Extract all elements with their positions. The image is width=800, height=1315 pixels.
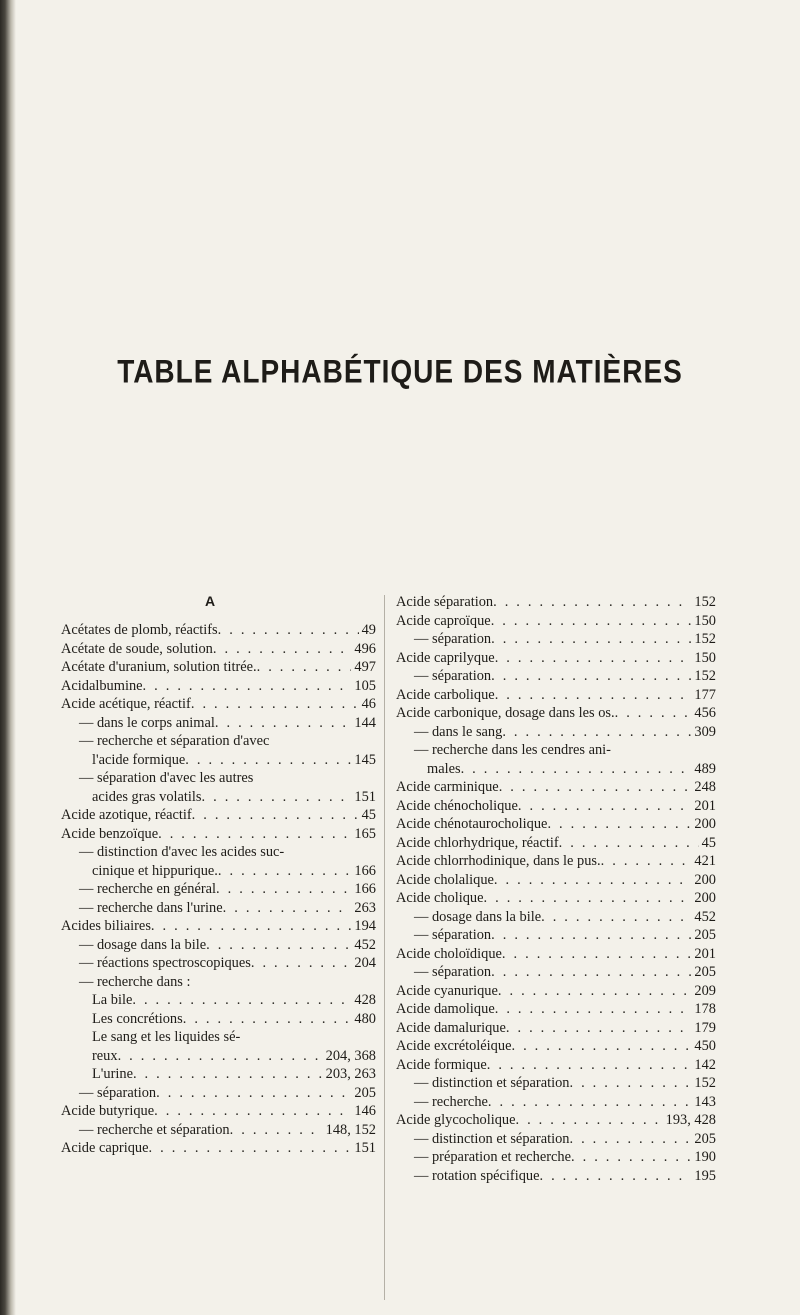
page-number: 166 <box>354 862 376 879</box>
dot-leader <box>506 1019 692 1038</box>
page-number: 166 <box>354 881 376 897</box>
index-entry <box>396 982 716 1001</box>
dot-leader <box>493 593 691 612</box>
index-entry <box>61 640 376 659</box>
dot-leader <box>185 751 351 770</box>
dot-leader <box>132 991 351 1010</box>
index-entry <box>61 1047 376 1066</box>
index-entry <box>61 917 376 936</box>
page-number: 179 <box>694 1019 716 1036</box>
entry-label: Acide damolique <box>396 1001 495 1017</box>
index-entry <box>61 769 376 788</box>
index-entry <box>396 1148 716 1167</box>
entry-label: Acide carminique <box>396 779 499 795</box>
dot-leader <box>230 1121 323 1140</box>
page-number: 193, 428 <box>665 1112 716 1128</box>
page-number: 152 <box>694 668 716 684</box>
index-entry <box>61 1084 376 1103</box>
page-number: 146 <box>354 1103 376 1119</box>
dot-leader <box>502 945 692 964</box>
page-number: 152 <box>694 1075 716 1091</box>
dot-leader <box>151 917 351 936</box>
page-number: 143 <box>694 1093 716 1110</box>
page-number: 194 <box>354 918 376 934</box>
page-binding-edge <box>0 0 16 1315</box>
index-entry <box>396 871 716 890</box>
page-number: 428 <box>354 992 376 1008</box>
entry-label: Acide chénocholique <box>396 797 518 814</box>
page-number: 489 <box>694 760 716 777</box>
page-number: 248 <box>694 779 716 795</box>
entry-label: Acide caprilyque <box>396 649 495 666</box>
index-entry <box>396 1111 716 1130</box>
entry-label: — dans le corps animal <box>79 714 215 731</box>
entry-label: Acide cholalique <box>396 871 494 888</box>
index-entry <box>396 1056 716 1075</box>
index-entry <box>396 834 716 853</box>
dot-leader <box>495 649 692 668</box>
entry-label: l'acide formique <box>92 751 186 768</box>
page-number: 45 <box>701 834 716 851</box>
dot-leader <box>569 1074 691 1093</box>
dot-leader <box>571 1148 691 1167</box>
index-entry <box>61 1102 376 1121</box>
dot-leader <box>223 899 352 918</box>
entry-label: Acide glycocholique <box>396 1112 516 1128</box>
page-number: 480 <box>354 1010 376 1027</box>
index-entry <box>396 889 716 908</box>
index-entry <box>396 908 716 927</box>
dot-leader <box>539 1167 691 1186</box>
entry-label: Acide butyrique <box>61 1103 155 1119</box>
dot-leader <box>156 1084 351 1103</box>
entry-label: — séparation <box>414 927 492 943</box>
entry-label: — séparation <box>414 668 492 684</box>
page-number: 205 <box>694 964 716 980</box>
index-entry <box>61 954 376 973</box>
entry-label: Acide chlorhydrique, réactif <box>396 834 559 851</box>
dot-leader <box>218 862 352 881</box>
entry-label: — recherche <box>414 1093 488 1110</box>
page-number: 150 <box>694 612 716 629</box>
index-entry <box>396 686 716 705</box>
entry-label: — recherche dans : <box>79 973 191 990</box>
index-entry <box>396 1074 716 1093</box>
index-entry <box>396 612 716 631</box>
entry-label: Acide formique <box>396 1056 487 1073</box>
page-number: 201 <box>694 945 716 962</box>
entry-label: Acide cholique <box>396 890 484 906</box>
index-entry <box>396 815 716 834</box>
entry-label: Acide chénotaurocholique <box>396 816 548 832</box>
page-number: 200 <box>694 871 716 888</box>
dot-leader <box>499 778 692 797</box>
entry-label: — dosage dans la bile <box>414 908 542 925</box>
dot-leader <box>491 612 692 631</box>
dot-leader <box>158 825 351 844</box>
section-letter: A <box>205 593 216 609</box>
entry-label: Acide carbonique, dosage dans les os. <box>396 705 615 721</box>
entry-label: males <box>427 760 461 777</box>
dot-leader <box>183 1010 352 1029</box>
dot-leader <box>154 1102 351 1121</box>
dot-leader <box>251 954 352 973</box>
page-number: 496 <box>354 640 376 657</box>
page-number: 200 <box>694 890 716 906</box>
page-number: 152 <box>694 631 716 647</box>
index-entry <box>396 852 716 871</box>
page-number: 144 <box>354 714 376 731</box>
index-entry <box>396 630 716 649</box>
index-entry <box>61 751 376 770</box>
entry-label: Acide caprique <box>61 1140 149 1156</box>
dot-leader <box>461 760 692 779</box>
index-entry <box>61 936 376 955</box>
page-number: 105 <box>354 677 376 694</box>
entry-label: Acide acétique, réactif <box>61 696 191 712</box>
entry-label: — séparation <box>414 964 492 980</box>
entry-label: — séparation <box>79 1084 157 1101</box>
entry-label: Acétate d'uranium, solution titrée. <box>61 659 257 675</box>
index-entry <box>61 677 376 696</box>
dot-leader <box>601 852 692 871</box>
dot-leader <box>143 677 352 696</box>
page-number: 178 <box>694 1001 716 1017</box>
entry-label: La bile <box>92 992 133 1008</box>
page-title: TABLE ALPHABÉTIQUE DES MATIÈRES <box>117 353 683 390</box>
page-number: 151 <box>354 1140 376 1156</box>
entry-label: Acide caproïque <box>396 612 491 629</box>
entry-label: Acétates de plomb, réactifs <box>61 622 218 638</box>
page-number: 203, 263 <box>325 1066 376 1082</box>
index-entry <box>61 1010 376 1029</box>
page-number: 421 <box>694 853 716 869</box>
page-number: 142 <box>694 1056 716 1073</box>
page-number: 177 <box>694 686 716 703</box>
index-entry <box>61 658 376 677</box>
index-entry <box>61 1065 376 1084</box>
dot-leader <box>498 982 692 1001</box>
index-entry <box>396 1130 716 1149</box>
index-column-right <box>396 593 716 1185</box>
page-number: 148, 152 <box>325 1121 376 1138</box>
entry-label: — distinction et séparation <box>414 1130 570 1147</box>
page-number: 195 <box>694 1167 716 1184</box>
page-number: 152 <box>694 594 716 610</box>
index-entry <box>61 862 376 881</box>
dot-leader <box>118 1047 323 1066</box>
dot-leader <box>191 695 359 714</box>
index-entry <box>396 741 716 760</box>
page-number: 49 <box>361 622 376 638</box>
entry-label: — réactions spectroscopiques <box>79 955 251 971</box>
dot-leader <box>487 1056 692 1075</box>
index-entry <box>396 1167 716 1186</box>
dot-leader <box>491 667 691 686</box>
dot-leader <box>491 630 691 649</box>
index-entry <box>61 880 376 899</box>
page-number: 204 <box>354 955 376 971</box>
page-number: 452 <box>694 908 716 925</box>
entry-label: — préparation et recherche <box>414 1149 572 1165</box>
index-entry <box>396 1093 716 1112</box>
entry-label: cinique et hippurique. <box>92 862 218 879</box>
dot-leader <box>216 880 351 899</box>
page-number: 456 <box>694 705 716 721</box>
page-number: 46 <box>361 696 376 712</box>
index-entry <box>61 1121 376 1140</box>
dot-leader <box>192 806 359 825</box>
entry-label: Acide azotique, réactif <box>61 807 192 823</box>
index-entry <box>61 899 376 918</box>
entry-label: Acidalbumine <box>61 677 143 694</box>
index-entry <box>396 926 716 945</box>
page-number: 205 <box>694 1130 716 1147</box>
dot-leader <box>215 714 352 733</box>
page-number: 200 <box>694 816 716 832</box>
dot-leader <box>495 1000 692 1019</box>
entry-label: Acide chlorrhodinique, dans le pus. <box>396 853 601 869</box>
dot-leader <box>257 658 352 677</box>
index-entry <box>396 778 716 797</box>
entry-label: acides gras volatils <box>92 788 202 805</box>
index-entry <box>396 1000 716 1019</box>
entry-label: — distinction d'avec les acides suc- <box>79 844 285 860</box>
index-entry <box>61 806 376 825</box>
dot-leader <box>495 686 692 705</box>
dot-leader <box>518 797 692 816</box>
page-number: 309 <box>694 723 716 740</box>
dot-leader <box>615 704 692 723</box>
page-number: 151 <box>354 788 376 805</box>
index-entry <box>61 825 376 844</box>
page-number: 145 <box>354 751 376 768</box>
dot-leader <box>491 963 691 982</box>
entry-label: — séparation d'avec les autres <box>79 770 254 786</box>
index-entry <box>61 714 376 733</box>
entry-label: — recherche dans l'urine <box>79 899 223 916</box>
index-entry <box>396 1019 716 1038</box>
entry-label: Le sang et les liquides sé- <box>92 1029 241 1045</box>
page-number: 263 <box>354 899 376 916</box>
entry-label: reux <box>92 1047 118 1064</box>
dot-leader <box>206 936 351 955</box>
dot-leader <box>515 1111 662 1130</box>
entry-label: Les concrétions <box>92 1010 183 1027</box>
page-number: 450 <box>694 1038 716 1054</box>
entry-label: L'urine <box>92 1066 133 1082</box>
entry-label: Acide cyanurique <box>396 982 498 999</box>
entry-label: — distinction et séparation <box>414 1075 570 1091</box>
entry-label: Acides biliaires <box>61 918 151 934</box>
dot-leader <box>202 788 352 807</box>
entry-label: — recherche dans les cendres ani- <box>414 742 611 758</box>
entry-label: — dans le sang <box>414 723 503 740</box>
page-number: 45 <box>361 807 376 823</box>
index-column-left <box>61 621 376 1158</box>
index-entry <box>61 1139 376 1158</box>
page-number: 201 <box>694 797 716 814</box>
page-number: 190 <box>694 1149 716 1165</box>
dot-leader <box>547 815 691 834</box>
dot-leader <box>218 621 359 640</box>
index-entry <box>61 621 376 640</box>
dot-leader <box>559 834 699 853</box>
dot-leader <box>541 908 691 927</box>
page-number: 209 <box>694 982 716 999</box>
entry-label: Acide damalurique <box>396 1019 506 1036</box>
index-entry <box>396 760 716 779</box>
index-entry <box>61 788 376 807</box>
index-entry <box>396 1037 716 1056</box>
page-number: 150 <box>694 649 716 666</box>
entry-label: Acide excrétoléique <box>396 1038 512 1054</box>
entry-label: Acide choloïdique <box>396 945 502 962</box>
index-entry <box>396 945 716 964</box>
page-number: 497 <box>354 659 376 675</box>
entry-label: — recherche et séparation <box>79 1121 230 1138</box>
entry-label: — recherche et séparation d'avec <box>79 733 270 749</box>
entry-label: — dosage dans la bile <box>79 936 207 953</box>
index-entry <box>61 973 376 992</box>
dot-leader <box>213 640 352 659</box>
dot-leader <box>488 1093 692 1112</box>
index-entry <box>61 843 376 862</box>
dot-leader <box>494 871 692 890</box>
page-number: 205 <box>694 927 716 943</box>
index-entry <box>61 1028 376 1047</box>
entry-label: — recherche en général <box>79 881 217 897</box>
dot-leader <box>569 1130 691 1149</box>
index-entry <box>396 667 716 686</box>
index-entry <box>61 732 376 751</box>
page-number: 205 <box>354 1084 376 1101</box>
page-number: 204, 368 <box>325 1047 376 1064</box>
entry-label: Acide carbolique <box>396 686 495 703</box>
index-entry <box>61 991 376 1010</box>
index-entry <box>61 695 376 714</box>
index-entry <box>396 963 716 982</box>
index-entry <box>396 723 716 742</box>
index-entry <box>396 704 716 723</box>
dot-leader <box>491 926 691 945</box>
dot-leader <box>502 723 691 742</box>
entry-label: Acide benzoïque <box>61 825 159 842</box>
entry-label: Acide séparation <box>396 594 494 610</box>
entry-label: — séparation <box>414 631 492 647</box>
dot-leader <box>133 1065 323 1084</box>
index-entry <box>396 797 716 816</box>
entry-label: — rotation spécifique <box>414 1167 540 1184</box>
index-entry <box>396 593 716 612</box>
entry-label: Acétate de soude, solution <box>61 640 213 657</box>
dot-leader <box>484 889 692 908</box>
dot-leader <box>149 1139 352 1158</box>
index-entry <box>396 649 716 668</box>
page-number: 452 <box>354 936 376 953</box>
page-number: 165 <box>354 825 376 842</box>
column-divider <box>384 595 385 1300</box>
dot-leader <box>511 1037 691 1056</box>
